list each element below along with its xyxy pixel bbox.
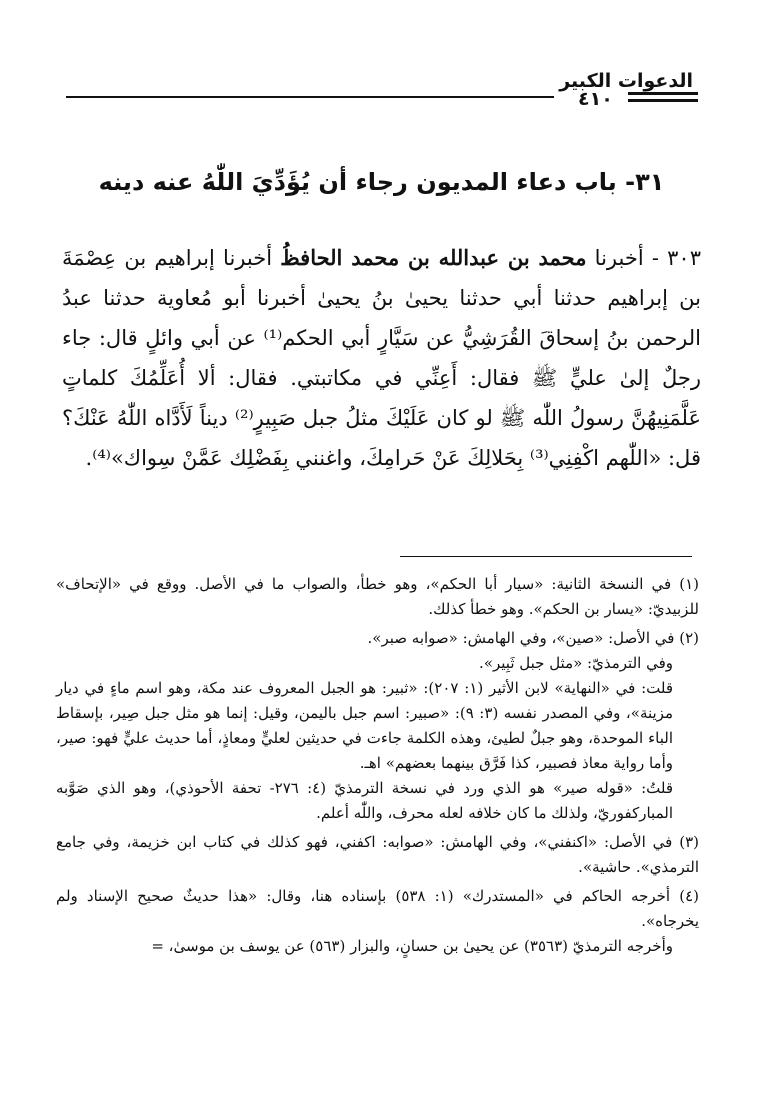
page-number: ٤١٠ <box>578 88 613 110</box>
footnote-paragraph: (٣) في الأصل: «اكنفني»، وفي الهامش: «صوابه: اكفني، فهو كذلك في كتاب ابن خزيمة، وفي جامع الترمذي». حاشية». <box>56 833 699 876</box>
footnote-paragraph: (١) في النسخة الثانية: «سيار أبا الحكم»، وهو خطأ، والصواب ما في الأصل. ووقع في «الإتحاف» للزبيديّ: «يسار بن الحكم». وهو خطأ كذلك. <box>56 575 699 618</box>
footnote-paragraph: وفي الترمذيّ: «مثل جبل ثَبِير». <box>479 654 673 672</box>
footnote-paragraph: (٤) أخرجه الحاكم في «المستدرك» (١: ٥٣٨) بإسناده هنا، وقال: «هذا حديثٌ صحيح الإسناد ولم يخرجاه». <box>56 887 699 930</box>
page-number-ornament <box>628 92 698 106</box>
hadith-text <box>62 238 701 478</box>
hadith-body: أخبرنا إبراهيم بن عِصْمَةَ بن إبراهيم حدثنا أبي حدثنا يحيىٰ بنُ يحيىٰ أخبرنا أبو مُعاوية حدثنا عبدُ الرحمن بنُ إسحاقَ القُرَشِيُّ عن سَيَّارٍ أبي الحكم⁽¹⁾ عن أبي وائلٍ قال: جاء رجلٌ إلىٰ عليٍّ ﷺ فقال: أَعِنِّي في مكاتبتي. فقال: ألا أُعَلِّمُكَ كلماتٍ عَلَّمَنِيهُنَّ رسولُ اللّٰه ﷺ لو كان عَلَيْكَ مثلُ جبل صَبِيرٍ⁽²⁾ ديناً لَأَدَّاه اللّٰهُ عَنْكَ؟ قل: «اللّٰهم اكْفِنِي⁽³⁾ بِحَلالِكَ عَنْ حَرامِكَ، واغنني بِفَضْلِك عَمَّنْ سِواك»⁽⁴⁾. <box>62 246 701 470</box>
footnote-4 <box>56 884 699 959</box>
footnote-paragraph: (٢) في الأصل: «صين»، وفي الهامش: «صوابه صبر». <box>367 629 699 647</box>
footnote-paragraph: قلت: في «النهاية» لابن الأثير (١: ٢٠٧): «ثبير: هو الجبل المعروف عند مكة، وهو اسم ماءٍ في ديار مزينة»، وفي المصدر نفسه (٣: ٩): «صبير: اسم جبل باليمن، وقيل: إنما هو مثل جبل صِير، بإسقاط الباء الموحدة، وهو جبلٌ لطيئ، وهذه الكلمة جاءت في حديثين لعليٍّ ومعاذٍ، أما حديث عليٍّ فهو: صير، وأما رواية معاذ فصبير، كذا فَرَّق بينهما بعضهم» اهـ. <box>56 679 673 772</box>
footnote-2 <box>56 626 699 826</box>
footnote-3 <box>56 830 699 880</box>
footnote-separator <box>400 556 692 557</box>
narrator-name: محمد بن عبدالله بن محمد الحافظُ <box>280 245 587 270</box>
running-header-title: الدعوات الكبير <box>559 70 693 92</box>
footnotes <box>56 572 699 963</box>
hadith-number-intro: ٣٠٣ - أخبرنا <box>586 246 701 270</box>
footnote-1 <box>56 572 699 622</box>
chapter-title: ٣١- باب دعاء المديون رجاء أن يُؤَدِّيَ اللّٰهُ عنه دينه <box>98 168 665 196</box>
header-rule <box>66 96 554 98</box>
footnote-paragraph: وأخرجه الترمذيّ (٣٥٦٣) عن يحيىٰ بن حسانٍ، والبزار (٥٦٣) عن يوسف بن موسىٰ، = <box>151 937 673 955</box>
footnote-paragraph: قلتُ: «قوله صير» هو الذي ورد في نسخة الترمذيّ (٤: ٢٧٦- تحفة الأحوذي)، وهو الذي صَوَّبه المباركفوريّ، ولذلك ما كان خلافه لعله محرف، واللّٰه أعلم. <box>56 779 673 822</box>
